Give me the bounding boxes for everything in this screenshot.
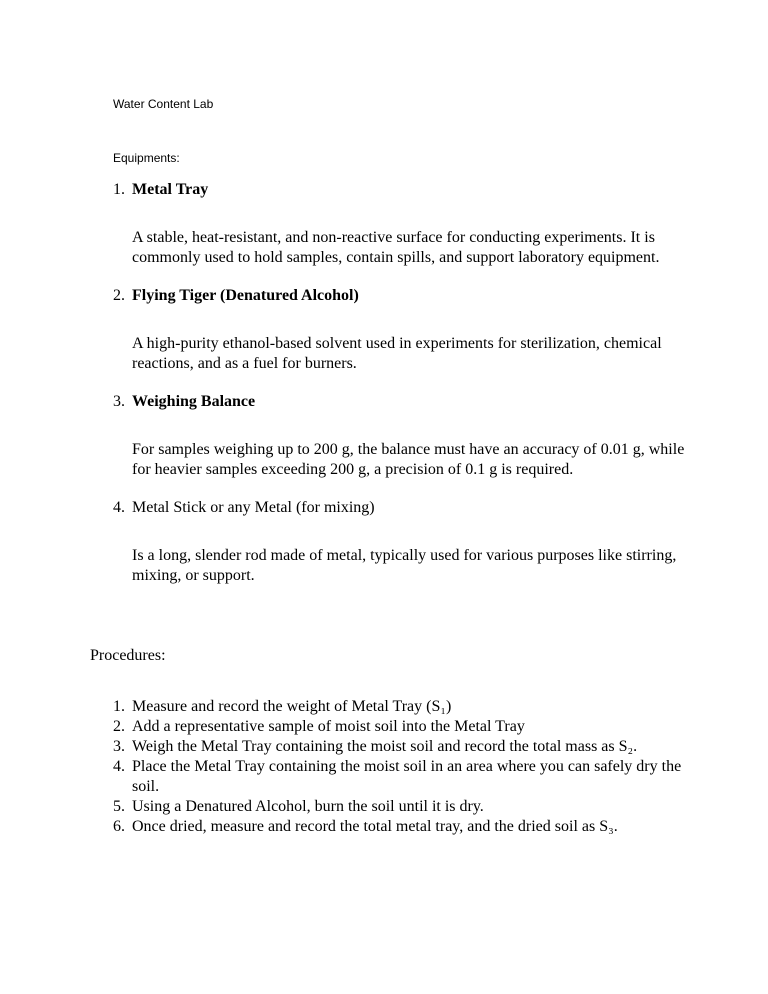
equipment-item [113,286,693,374]
step-text: Using a Denatured Alcohol, burn the soil until it is dry. [132,798,484,815]
equipment-name: Metal Stick or any Metal (for mixing) [132,499,375,516]
item-number: 1. [113,181,125,198]
item-number: 2. [113,287,125,304]
procedure-step [113,797,693,817]
equipment-name: Metal Tray [132,181,209,198]
equipment-description: A high-purity ethanol-based solvent used in experiments for sterilization, chemical reactions, and as a fuel for burners. [132,335,662,372]
equipment-description: A stable, heat-resistant, and non-reactive surface for conducting experiments. It is commonly used to hold samples, contain spills, and support laboratory equipment. [132,229,660,266]
procedures-list [113,697,693,837]
equipments-heading: Equipments: [113,151,180,165]
equipment-description: For samples weighing up to 200 g, the balance must have an accuracy of 0.01 g, while for heavier samples exceeding 200 g, a precision of 0.1 g is required. [132,441,685,478]
procedure-step [113,757,693,797]
step-text: Once dried, measure and record the total metal tray, and the dried soil as S₃. [132,818,618,835]
step-number: 5. [113,798,125,815]
step-number: 1. [113,698,125,715]
procedure-step [113,817,693,837]
item-number: 4. [113,499,125,516]
item-number: 3. [113,393,125,410]
step-text: Place the Metal Tray containing the moist soil in an area where you can safely dry the soil. [132,758,682,795]
procedure-step [113,717,693,737]
procedure-step [113,697,693,717]
document-title: Water Content Lab [113,97,214,111]
procedure-step [113,737,693,757]
step-text: Add a representative sample of moist soil into the Metal Tray [132,718,525,735]
step-number: 6. [113,818,125,835]
step-text: Measure and record the weight of Metal Tray (S₁) [132,698,452,715]
step-number: 2. [113,718,125,735]
step-number: 3. [113,738,125,755]
equipment-name: Flying Tiger (Denatured Alcohol) [132,287,359,304]
equipment-name: Weighing Balance [132,393,256,410]
step-text: Weigh the Metal Tray containing the moist soil and record the total mass as S₂. [132,738,638,755]
equipment-item [113,498,693,586]
equipment-description: Is a long, slender rod made of metal, typically used for various purposes like stirring, mixing, or support. [132,547,677,584]
equipment-item [113,180,693,268]
procedures-heading: Procedures: [90,647,166,664]
step-number: 4. [113,758,125,775]
equipment-item [113,392,693,480]
